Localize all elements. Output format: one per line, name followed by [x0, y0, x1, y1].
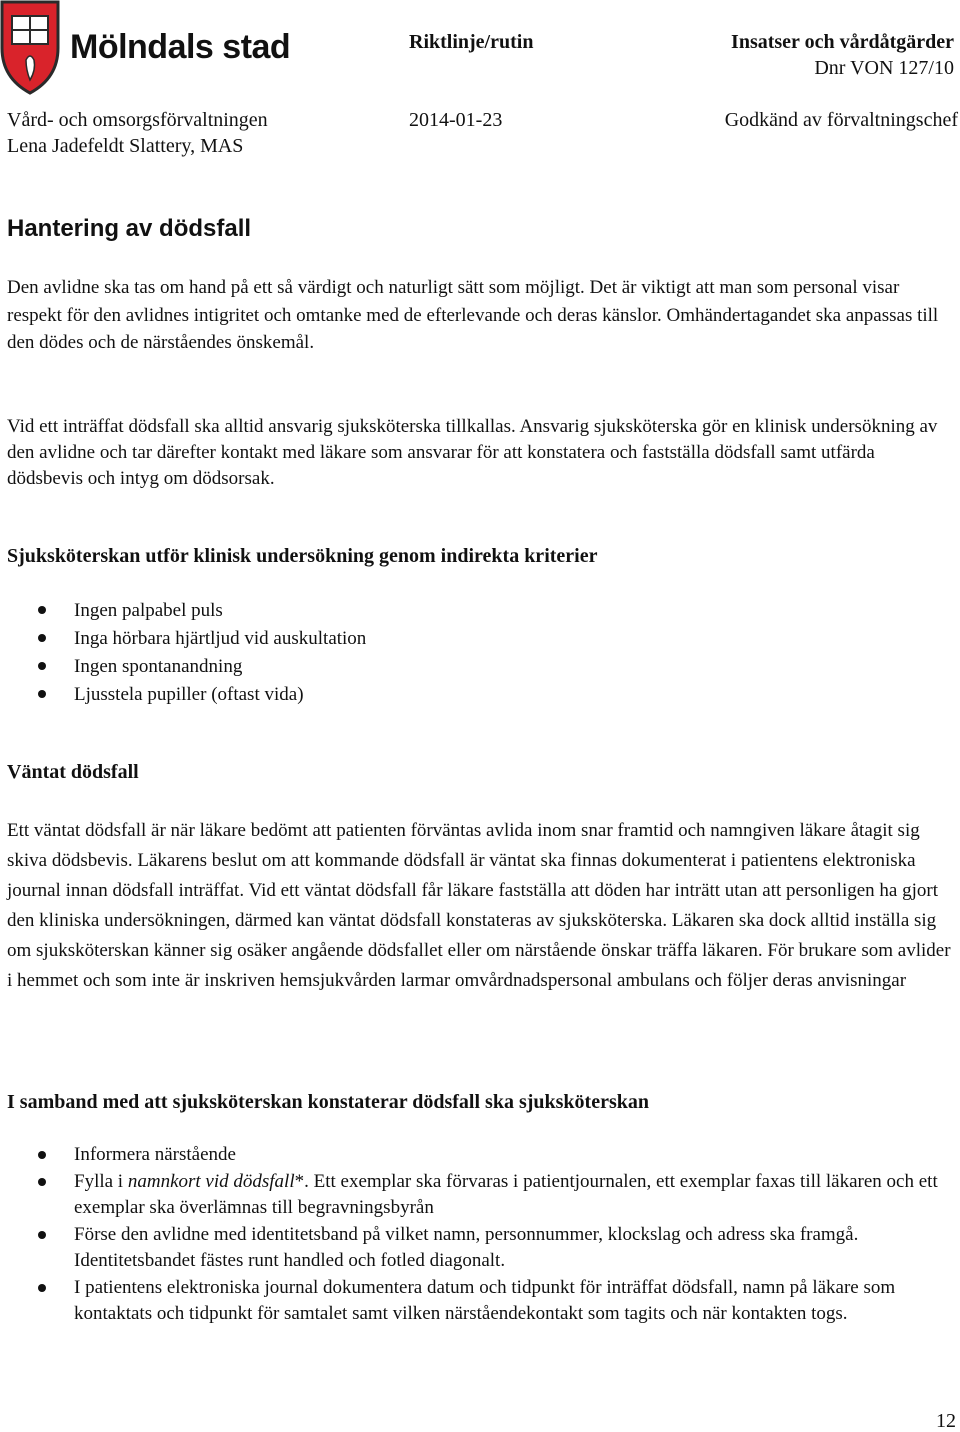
list-item: Inga hörbara hjärtljud vid auskultation [0, 625, 955, 653]
expected-paragraph [7, 816, 955, 996]
doc-section: Insatser och vårdåtgärder [731, 31, 954, 53]
list-item: Informera närstående [0, 1142, 955, 1168]
doc-dnr: Dnr VON 127/10 [814, 57, 954, 79]
doc-date: 2014-01-23 [409, 109, 503, 131]
bullet-icon [38, 606, 46, 614]
page-title: Hantering av dödsfall [7, 215, 252, 242]
intro-paragraph-2 [7, 414, 955, 492]
list-item: Ingen spontanandning [0, 653, 955, 681]
department: Vård- och omsorgsförvaltningen [7, 109, 268, 131]
intro-paragraph-1 [7, 274, 955, 357]
logo-text: Mölndals stad [70, 28, 291, 66]
list-item: Förse den avlidne med identitetsband på vilket namn, personnummer, klockslag och adress ska framgå. Identitetsbandet fästes runt handled och fotled diagonalt. [0, 1222, 955, 1274]
coat-of-arms-icon [0, 0, 60, 95]
list-item: Ingen palpabel puls [0, 597, 955, 625]
approval: Godkänd av förvaltningschef [724, 109, 958, 131]
list-item: Fylla i namnkort vid dödsfall*. Ett exemplar ska förvaras i patientjournalen, ett exemplar faxas till läkaren och ett exemplar ska överlämnas till begravningsbyrån [0, 1169, 955, 1221]
expected-heading: Väntat dödsfall [7, 761, 139, 783]
form-name: namnkort vid dödsfall [127, 1171, 295, 1192]
intro-text-1: Den avlidne ska tas om hand på ett så värdigt och naturligt sätt som möjligt. Det är viktigt att man som personal visar respekt för den avlidnes intigritet och omtanke med de efterlevande och deras känslor. Omhändertagandet ska anpassas till den dödes och de närståendes önskemål. [7, 277, 939, 353]
criteria-heading: Sjuksköterskan utför klinisk undersökning genom indirekta kriterier [7, 545, 598, 567]
bullet-icon [38, 690, 46, 698]
bullet-icon [38, 1231, 46, 1239]
bullet-icon [38, 1151, 46, 1159]
doc-type: Riktlinje/rutin [409, 31, 534, 53]
expected-text: Ett väntat dödsfall är när läkare bedömt att patienten förväntas avlida inom snar framtid och namngiven läkare åtagit sig skiva dödsbevis. Läkarens beslut om att kommande dödsfall är väntat ska finnas dokumenterat i patientens elektroniska journal innan dödsfall inträffat. Vid ett väntat dödsfall får läkare fastställa att döden har inträtt utan att personligen ha gjort den kliniska undersökningen, därmed kan väntat dödsfall konstateras av sjuksköterska. Läkaren ska dock alltid inställa sig om sjuksköterskan känner sig osäker angående dödsfallet eller om närstående önskar träffa läkaren. För brukare som avlider i hemmet och som inte är inskriven hemsjukvården larmar omvårdnadspersonal ambulans och följer deras anvisningar [7, 820, 951, 991]
tasks-list [0, 1142, 955, 1327]
bullet-icon [38, 634, 46, 642]
bullet-icon [38, 1284, 46, 1292]
list-item: Ljusstela pupiller (oftast vida) [0, 681, 955, 709]
tasks-heading: I samband med att sjuksköterskan konstaterar dödsfall ska sjuksköterskan [7, 1091, 649, 1113]
bullet-icon [38, 1178, 46, 1186]
criteria-list [0, 597, 955, 709]
intro-text-2: Vid ett inträffat dödsfall ska alltid ansvarig sjuksköterska tillkallas. Ansvarig sjuksköterska gör en klinisk undersökning av den avlidne och tar därefter kontakt med läkare som ansvarar för att konstatera och fastställa dödsfall samt utfärda dödsbevis och intyg om dödsorsak. [7, 416, 938, 489]
municipality-logo [0, 0, 60, 95]
page-number: 12 [936, 1410, 956, 1432]
bullet-icon [38, 662, 46, 670]
author: Lena Jadefeldt Slattery, MAS [7, 135, 244, 157]
list-item: I patientens elektroniska journal dokumentera datum och tidpunkt för inträffat dödsfall, namn på läkare som kontaktats och tidpunkt för samtalet samt vilken närståendekontakt som tagits och när kontakten togs. [0, 1275, 955, 1327]
